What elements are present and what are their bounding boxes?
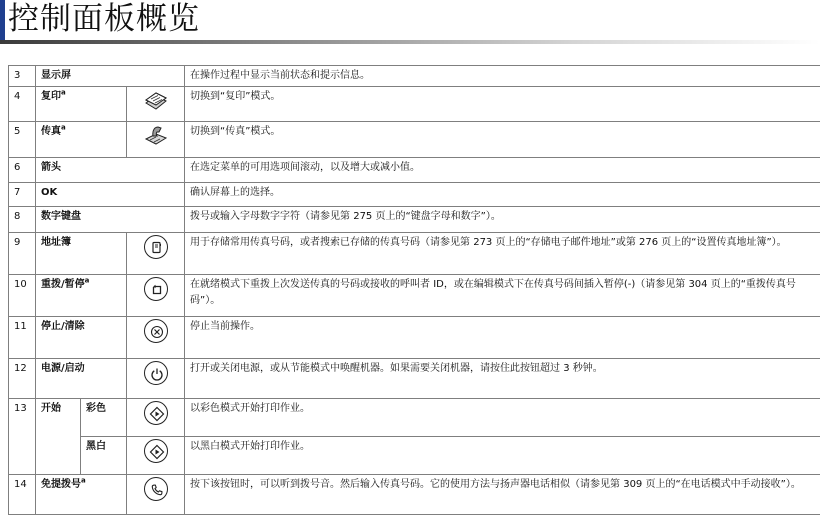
row-number: 3 <box>9 66 36 87</box>
item-description: 在就绪模式下重拨上次发送传真的号码或接收的呼叫者 ID，或在编辑模式下在传真号码间插入暂停(-)（请参见第 304 页上的“重拨传真号码”）。 <box>185 275 820 317</box>
item-description: 停止当前操作。 <box>185 317 820 359</box>
item-name <box>36 275 127 317</box>
address-book-icon <box>144 235 168 259</box>
row-number: 6 <box>9 158 36 183</box>
fax-mode-icon <box>143 124 169 146</box>
item-description: 拨号或输入字母数字字符（请参见第 275 页上的“键盘字母和数字”）。 <box>185 207 820 233</box>
start-color-icon <box>144 401 168 425</box>
item-description: 确认屏幕上的选择。 <box>185 183 820 207</box>
item-name: 数字键盘 <box>36 207 185 233</box>
footnote-mark: a <box>84 276 90 285</box>
table-row <box>9 399 820 437</box>
item-name: 开始 <box>36 399 81 475</box>
item-name <box>36 122 127 158</box>
row-number: 12 <box>9 359 36 399</box>
icon-cell <box>127 475 185 515</box>
icon-cell <box>127 233 185 275</box>
item-name: 显示屏 <box>36 66 185 87</box>
row-number: 11 <box>9 317 36 359</box>
item-name-text: 免提拨号 <box>41 479 81 490</box>
redial-pause-icon <box>144 277 168 301</box>
icon-cell <box>127 122 185 158</box>
row-number: 7 <box>9 183 36 207</box>
item-description: 切换到“传真”模式。 <box>185 122 820 158</box>
table-row <box>9 359 820 399</box>
item-name <box>36 475 127 515</box>
table-row <box>9 475 820 515</box>
row-number: 10 <box>9 275 36 317</box>
header-accent-bar <box>0 0 5 41</box>
row-number: 4 <box>9 87 36 122</box>
item-name: OK <box>36 183 185 207</box>
table-row <box>9 207 820 233</box>
icon-cell <box>127 275 185 317</box>
icon-cell <box>127 87 185 122</box>
stop-clear-icon <box>144 319 168 343</box>
start-mono-icon <box>144 439 168 463</box>
item-name-text: 复印 <box>41 91 61 102</box>
item-description: 在选定菜单的可用选项间滚动，以及增大或减小值。 <box>185 158 820 183</box>
icon-cell <box>127 399 185 437</box>
item-description: 打开或关闭电源，或从节能模式中唤醒机器。如果需要关闭机器，请按住此按钮超过 3 秒钟。 <box>185 359 820 399</box>
item-name: 地址簿 <box>36 233 127 275</box>
table-row <box>9 317 820 359</box>
item-name <box>36 87 127 122</box>
on-hook-dial-icon <box>144 477 168 501</box>
copy-mode-icon <box>143 89 169 111</box>
header-rule <box>0 40 820 44</box>
item-name: 停止/清除 <box>36 317 127 359</box>
icon-cell <box>127 359 185 399</box>
sub-item-name: 彩色 <box>81 399 127 437</box>
table-row <box>9 437 820 475</box>
table-row <box>9 275 820 317</box>
item-name: 箭头 <box>36 158 185 183</box>
row-number: 14 <box>9 475 36 515</box>
table-row <box>9 158 820 183</box>
item-description: 用于存储常用传真号码，或者搜索已存储的传真号码（请参见第 273 页上的“存储电子邮件地址”或第 276 页上的“设置传真地址簿”）。 <box>185 233 820 275</box>
footnote-mark: a <box>61 123 66 132</box>
table-row <box>9 87 820 122</box>
item-description: 以黑白模式开始打印作业。 <box>185 437 820 475</box>
sub-item-name: 黑白 <box>81 437 127 475</box>
table-row <box>9 233 820 275</box>
row-number: 5 <box>9 122 36 158</box>
item-name-text: 重拨/暂停 <box>41 279 85 290</box>
item-name: 电源/启动 <box>36 359 127 399</box>
item-description: 按下该按钮时，可以听到拨号音。然后输入传真号码。它的使用方法与扬声器电话相似（请参见第 309 页上的“在电话模式中手动接收”）。 <box>185 475 820 515</box>
page-title: 控制面板概览 <box>8 1 200 37</box>
item-name-text: 传真 <box>41 126 61 137</box>
item-description: 以彩色模式开始打印作业。 <box>185 399 820 437</box>
table-row <box>9 122 820 158</box>
row-number: 13 <box>9 399 36 475</box>
footnote-mark: a <box>81 476 86 485</box>
item-description: 切换到“复印”模式。 <box>185 87 820 122</box>
table-row <box>9 183 820 207</box>
table-row <box>9 66 820 87</box>
footnote-mark: a <box>61 88 66 97</box>
row-number: 8 <box>9 207 36 233</box>
power-icon <box>144 361 168 385</box>
control-panel-table <box>8 65 820 515</box>
icon-cell <box>127 437 185 475</box>
icon-cell <box>127 317 185 359</box>
item-description: 在操作过程中显示当前状态和提示信息。 <box>185 66 820 87</box>
page-header <box>0 0 820 42</box>
row-number: 9 <box>9 233 36 275</box>
